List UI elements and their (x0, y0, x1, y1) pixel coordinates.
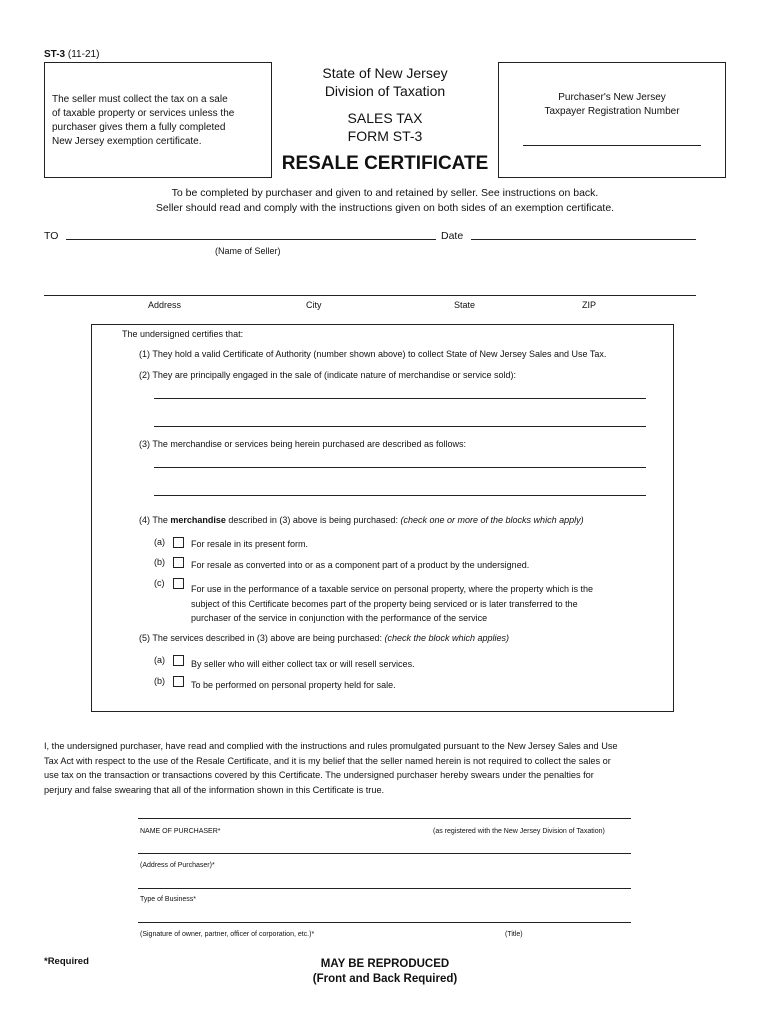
registration-number-field[interactable] (523, 145, 701, 146)
agency-line2: Division of Taxation (324, 83, 446, 99)
form-code-text: ST-3 (44, 49, 66, 60)
city-label: City (306, 300, 322, 310)
purchaser-reg-line1: Purchaser's New Jersey (558, 92, 666, 103)
signature-label: (Signature of owner, partner, officer of corporation, etc.)* (140, 931, 315, 938)
business-type-field[interactable] (138, 888, 631, 889)
option-c-checkbox[interactable] (173, 578, 184, 589)
agency-block (280, 64, 490, 145)
seller-address-field[interactable] (44, 295, 696, 296)
seller-note (52, 93, 234, 149)
seller-note-line: The seller must collect the tax on a sale (52, 94, 228, 105)
declaration-line4: perjury and false swearing that all of the information shown in this Certificate is true. (44, 784, 385, 795)
option-a-label: (a) (154, 537, 165, 547)
service-b-label: (b) (154, 676, 165, 686)
purchaser-address-field[interactable] (138, 853, 631, 854)
item-2: (2) They are principally engaged in the sale of (indicate nature of merchandise or service sold): (139, 370, 517, 380)
service-a-label: (a) (154, 655, 165, 665)
seller-note-line: purchaser gives them a fully completed (52, 122, 226, 133)
declaration-line3: use tax on the transaction or transactions covered by this Certificate. The undersigned purchaser hereby swears under the penalties for (44, 770, 594, 780)
option-c-label: (c) (154, 578, 165, 588)
purchaser-reg-label (499, 91, 725, 119)
name-of-purchaser-label: NAME OF PURCHASER* (140, 828, 221, 835)
certification-intro: The undersigned certifies that: (122, 329, 244, 339)
name-of-seller-label: (Name of Seller) (215, 246, 281, 256)
purchase-description-field-2[interactable] (154, 495, 646, 496)
declaration-line2: Tax Act with respect to the use of the Resale Certificate, and it is my belief that the seller named herein is not required to collect the sales or (44, 755, 611, 766)
page-title: RESALE CERTIFICATE (281, 153, 489, 174)
service-a-checkbox[interactable] (173, 655, 184, 666)
option-c-line1: For use in the performance of a taxable service on personal property, where the property which is the (191, 584, 594, 594)
instructions (0, 186, 770, 216)
service-a-text: By seller who will either collect tax or will resell services. (191, 659, 415, 669)
required-note: *Required (44, 956, 89, 967)
item-4-bold: merchandise (170, 515, 226, 525)
form-code (44, 49, 99, 60)
item-4-prefix: (4) The (139, 515, 171, 525)
option-a-checkbox[interactable] (173, 537, 184, 548)
declaration-line1: I, the undersigned purchaser, have read and complied with the instructions and rules promulgated pursuant to the New Jersey Sales and Use (44, 741, 618, 751)
agency-line1: State of New Jersey (322, 65, 448, 81)
option-b-checkbox[interactable] (173, 557, 184, 568)
reproduce-line1: MAY BE REPRODUCED (320, 958, 450, 970)
item-4 (139, 515, 584, 525)
option-c-text (191, 582, 593, 626)
address-label: Address (148, 300, 182, 310)
type-of-business-label: Type of Business* (140, 896, 197, 903)
seller-note-line: of taxable property or services unless the (52, 108, 235, 119)
seller-note-box (44, 62, 272, 178)
date-field[interactable] (471, 239, 696, 240)
purchase-description-field[interactable] (154, 467, 646, 468)
title-label: (Title) (505, 931, 523, 938)
item-4-italic: (check one or more of the blocks which apply) (400, 515, 584, 525)
option-c-line2: subject of this Certificate becomes part of the property being serviced or is later transferred to the (191, 598, 578, 609)
service-b-checkbox[interactable] (173, 676, 184, 687)
form-line2: FORM ST-3 (347, 128, 423, 144)
form-line1: SALES TAX (347, 110, 423, 126)
reproduce-note (270, 957, 500, 987)
instructions-line2: Seller should read and comply with the instructions given on both sides of an exemption certificate. (155, 202, 615, 214)
merchandise-sold-field-2[interactable] (154, 426, 646, 427)
option-b-text: For resale as converted into or as a component part of a product by the undersigned. (191, 560, 530, 570)
registered-note: (as registered with the New Jersey Division of Taxation) (433, 828, 605, 835)
item-5 (139, 633, 509, 643)
item-1: (1) They hold a valid Certificate of Authority (number shown above) to collect State of New Jersey Sales and Use Tax. (139, 349, 607, 359)
date-label: Date (441, 230, 464, 242)
merchandise-sold-field[interactable] (154, 398, 646, 399)
purchaser-reg-box (498, 62, 726, 178)
declaration (44, 739, 618, 797)
seller-name-field[interactable] (66, 239, 436, 240)
purchaser-name-field[interactable] (138, 818, 631, 819)
option-a-text: For resale in its present form. (191, 539, 309, 549)
item-3: (3) The merchandise or services being herein purchased are described as follows: (139, 439, 467, 449)
form-revision: (11-21) (67, 49, 100, 60)
address-of-purchaser-label: (Address of Purchaser)* (140, 862, 215, 869)
seller-note-line: New Jersey exemption certificate. (52, 136, 202, 147)
option-c-line3: purchaser of the service in conjunction with the performance of the service (191, 613, 488, 623)
signature-field[interactable] (138, 922, 631, 923)
purchaser-reg-line2: Taxpayer Registration Number (544, 106, 680, 117)
instructions-line1: To be completed by purchaser and given to and retained by seller. See instructions on back. (171, 187, 599, 199)
zip-label: ZIP (582, 300, 597, 310)
item-5-prefix: (5) The services described in (3) above are being purchased: (139, 633, 385, 643)
item-5-italic: (check the block which applies) (384, 633, 510, 643)
state-label: State (454, 300, 476, 310)
to-label: TO (44, 230, 59, 242)
service-b-text: To be performed on personal property held for sale. (191, 680, 396, 690)
option-b-label: (b) (154, 557, 165, 567)
reproduce-line2: (Front and Back Required) (312, 973, 458, 985)
item-4-mid: described in (3) above is being purchased: (225, 515, 401, 525)
